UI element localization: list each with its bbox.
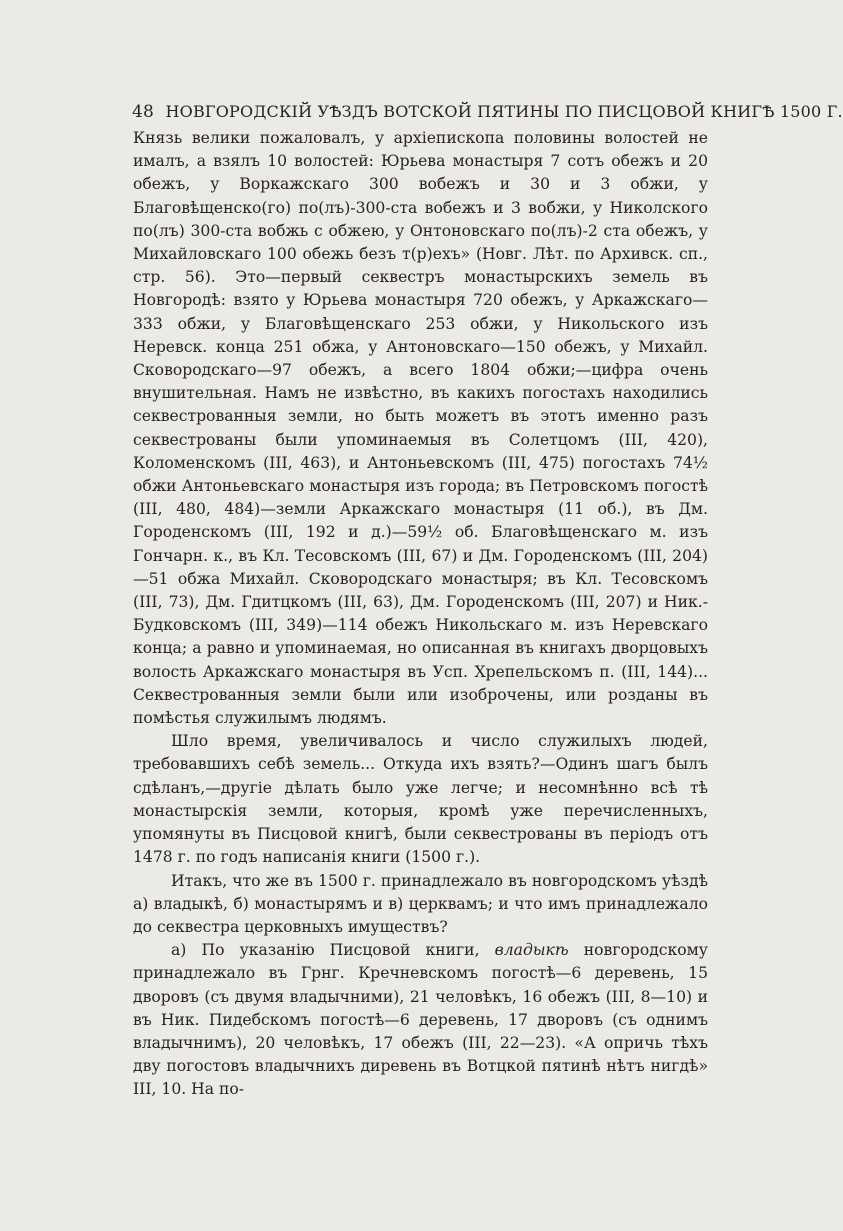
paragraph-1: Князь велики пожаловалъ, у архіепископа половины волостей не ималъ, а взялъ 10 волостей: Юрьева монастыря 7 сотъ обежъ и 20 обежъ, у Воркажскаго 300 вобежъ и 30 и 3 обжи, у Благовѣщенско(го) по(лъ)-300-ста вобежъ и 3 вобжи, у Николского по(лъ) 300-ста вобжь с обжею, у Онтоновскаго по(лъ)-2 ста обежъ, у Михайловскаго 100 обежь безъ т(р)ехъ» (Новг. Лѣт. по Архивск. сп., стр. 56). Это—первый секвестръ монастырскихъ земель въ Новгородѣ: взято у Юрьева монастыря 720 обежъ, у Аркажскаго—333 обжи, у Благовѣщенскаго 253 обжи, у Никольского изъ Неревск. конца 251 обжа, у Антоновскаго—150 обежъ, у Михайл. Сковородскаго—97 обежъ, а всего 1804 обжи;—цифра очень внушительная. Намъ не извѣстно, въ какихъ погостахъ находились секвестрованныя земли, но быть можетъ въ этотъ именно разъ секвестрованы были упоминаемыя въ Солетцомъ (III, 420), Коломенскомъ (III, 463), и Антоньевскомъ (III, 475) погостахъ 74½ обжи Антоньевскаго монастыря изъ города; въ Петровскомъ погостѣ (III, 480, 484)—земли Аркажскаго монастыря (11 об.), въ Дм. Городенскомъ (III, 192 и д.)—59½ об. Благовѣщенскаго м. изъ Гончарн. к., въ Кл. Тесовскомъ (III, 67) и Дм. Городенскомъ (III, 204)—51 обжа Михайл. Сковородскаго монастыря; въ Кл. Тесовскомъ (III, 73), Дм. Гдитцкомъ (III, 63), Дм. Городенскомъ (III, 207) и Ник.-Будковскомъ (III, 349)—114 обежъ Никольскаго м. изъ Неревскаго конца; а равно и упоминаемая, но описанная въ книгахъ дворцовыхъ волость Аркажскаго монастыря въ Усп. Хрепельскомъ п. (III, 144)... Секвестрованныя земли были или изоброчены, или розданы въ помѣстья служилымъ людямъ. [133,129,708,728]
paragraph-3: Итакъ, что же въ 1500 г. принадлежало въ новгородскомъ уѣздѣ а) владыкѣ, б) монастырямъ и в) церквамъ; и что имъ принадлежало до секвестра церковныхъ имуществъ? [133,871,708,936]
paragraph-4-start: а) По указанію Писцовой книги, [171,941,495,960]
paragraph-4-emphasis: владыкѣ [494,941,569,960]
paragraph-4-rest: новгородскому принадлежало въ Грнг. Кречневскомъ погостѣ—6 деревень, 15 дворовъ (съ двумя владычними), 21 человѣкъ, 16 обежъ (III, 8—10) и въ Ник. Пидебскомъ погостѣ—6 деревень, 17 дворовъ (съ однимъ владычнимъ), 20 человѣкъ, 17 обежъ (III, 22—23). «А опричь тѣхъ дву погостовъ владычнихъ диревень въ Вотцкой пятинѣ нѣтъ нигдѣ» III, 10. На по- [133,941,708,1099]
running-header [132,102,843,122]
body-text [133,127,708,1102]
paragraph-2: Шло время, увеличивалось и число служилыхъ людей, требовавшихъ себѣ земель... Откуда ихъ взять?—Одинъ шагъ былъ сдѣланъ,—другіе дѣлать было уже легче; и несомнѣнно всѣ тѣ монастырскія земли, которыя, кромѣ уже перечисленныхъ, упомянуты въ Писцовой книгѣ, были секвестрованы въ періодъ отъ 1478 г. по годъ написанія книги (1500 г.). [133,732,708,867]
paragraph-4 [133,939,708,1101]
page-number: 48 [132,102,155,122]
running-title: НОВГОРОДСКІЙ УѢЗДЪ ВОТСКОЙ ПЯТИНЫ ПО ПИСЦОВОЙ КНИГѢ 1500 Г. [165,102,843,121]
